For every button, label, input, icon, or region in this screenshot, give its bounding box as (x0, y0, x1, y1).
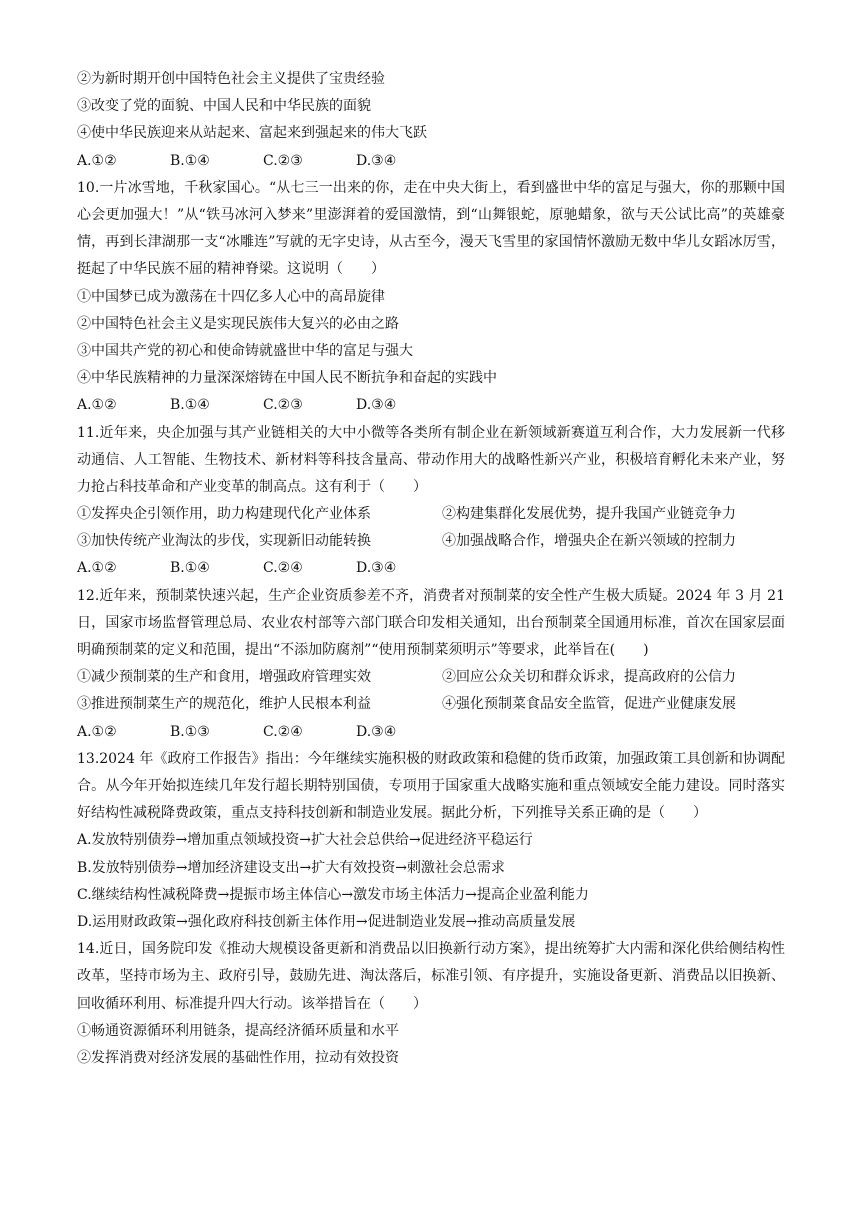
q14-option-1: ①畅通资源循环利用链条，提高经济循环质量和水平 (77, 1022, 399, 1039)
q11-answer-d[interactable]: D.③④ (356, 560, 397, 577)
q11-answer-b[interactable]: B.①④ (170, 560, 210, 577)
q10-stem: 10.一片冰雪地，千秋家国心。“从七三一出来的你，走在中央大街上，看到盛世中华的富足与强大，你的那颗中国心会更加强大！”从“铁马冰河入梦来”里澎湃着的爱国激情，到“山舞银蛇，原驰蜡象，欲与天公试比高”的英雄豪情，再到长津湖那一支“冰雕连”写就的无字史诗，从古至今，漫天飞雪里的家国情怀激励无数中华儿女蹈冰厉雪，挺起了中华民族不屈的精神脊梁。这说明（ ） (77, 179, 785, 278)
q13-option-a[interactable]: A.发放特别债券→增加重点领域投资→扩大社会总供给→促进经济平稳运行 (77, 832, 533, 849)
q12-options-row-2 (77, 691, 785, 718)
q10-option-1: ①中国梦已成为激荡在十四亿多人心中的高昂旋律 (77, 288, 385, 305)
q9-option-3: ③改变了党的面貌、中国人民和中华民族的面貌 (77, 98, 371, 115)
q11-option-1: ①发挥央企引领作用，助力构建现代化产业体系 (77, 506, 371, 523)
q12-answer-a[interactable]: A.①② (77, 723, 117, 740)
q10-answer-d[interactable]: D.③④ (356, 397, 397, 414)
q10-answer-b[interactable]: B.①④ (170, 397, 210, 414)
q12-option-1: ①减少预制菜的生产和食用，增强政府管理实效 (77, 669, 371, 686)
q9-option-2: ②为新时期开创中国特色社会主义提供了宝贵经验 (77, 71, 385, 87)
q11-option-4: ④加强战略合作，增强央企在新兴领域的控制力 (442, 533, 736, 550)
q12-answer-d[interactable]: D.③④ (356, 723, 397, 740)
q12-option-3: ③推进预制菜生产的规范化，维护人民根本利益 (77, 696, 371, 713)
q11-option-2: ②构建集群化发展优势，提升我国产业链竞争力 (442, 506, 736, 523)
q10-option-2: ②中国特色社会主义是实现民族伟大复兴的必由之路 (77, 315, 399, 332)
exam-page (77, 66, 785, 1072)
q13-option-b[interactable]: B.发放特别债券→增加经济建设支出→扩大有效投资→刺激社会总需求 (77, 859, 505, 876)
q10-answer-c[interactable]: C.②③ (263, 397, 303, 414)
q12-options-row-1 (77, 664, 785, 691)
q10-option-3: ③中国共产党的初心和使命铸就盛世中华的富足与强大 (77, 342, 413, 359)
q9-answer-c[interactable]: C.②③ (263, 152, 303, 169)
q14-option-2: ②发挥消费对经济发展的基础性作用，拉动有效投资 (77, 1050, 399, 1066)
q9-answer-a[interactable]: A.①② (77, 152, 117, 169)
q13-option-c[interactable]: C.继续结构性减税降费→提振市场主体信心→激发市场主体活力→提高企业盈利能力 (77, 886, 589, 903)
q12-answer-b[interactable]: B.①③ (170, 723, 210, 740)
q13-option-d[interactable]: D.运用财政政策→强化政府科技创新主体作用→促进制造业发展→推动高质量发展 (77, 914, 576, 931)
q14-stem: 14.近日，国务院印发《推动大规模设备更新和消费品以旧换新行动方案》，提出统筹扩大内需和深化供给侧结构性改革，坚持市场为主、政府引导，鼓励先进、淘汰落后，标准引领、有序提升，实施设备更新、消费品以旧换新、回收循环利用、标准提升四大行动。该举措旨在（ ） (77, 941, 785, 1012)
q9-answer-b[interactable]: B.①④ (170, 152, 210, 169)
q11-option-3: ③加快传统产业淘汰的步伐，实现新旧动能转换 (77, 533, 371, 550)
q9-answer-choices (77, 148, 785, 175)
q11-answer-c[interactable]: C.②④ (263, 560, 303, 577)
q12-stem: 12.近年来，预制菜快速兴起，生产企业资质参差不齐，消费者对预制菜的安全性产生极大质疑。2024 年 3 月 21 日，国家市场监督管理总局、农业农村部等六部门联合印发相关通知，出台预制菜全国通用标准，首次在国家层面明确预制菜的定义和范围，提出“不添加防腐剂”“使用预制菜须明示”等要求，此举旨在( ) (77, 587, 785, 659)
q12-answer-choices (77, 719, 785, 746)
q11-answer-a[interactable]: A.①② (77, 560, 117, 577)
q12-answer-c[interactable]: C.②④ (263, 723, 303, 740)
q12-option-2: ②回应公众关切和群众诉求，提高政府的公信力 (442, 669, 736, 686)
q11-stem: 11.近年来，央企加强与其产业链相关的大中小微等各类所有制企业在新领域新赛道互利合作，大力发展新一代移动通信、人工智能、生物技术、新材料等科技含量高、带动作用大的战略性新兴产业，积极培育孵化未来产业，努力抢占科技革命和产业变革的制高点。这有利于（ ） (77, 424, 785, 495)
q9-answer-d[interactable]: D.③④ (356, 152, 397, 169)
q10-answer-choices (77, 392, 785, 419)
q11-options-row-2 (77, 528, 785, 555)
q10-option-4: ④中华民族精神的力量深深熔铸在中国人民不断抗争和奋起的实践中 (77, 370, 497, 387)
q10-answer-a[interactable]: A.①② (77, 397, 117, 414)
q12-option-4: ④强化预制菜食品安全监管，促进产业健康发展 (442, 696, 736, 713)
q11-options-row-1 (77, 501, 785, 528)
q9-option-4: ④使中华民族迎来从站起来、富起来到强起来的伟大飞跃 (77, 125, 427, 142)
q13-stem: 13.2024 年《政府工作报告》指出：今年继续实施积极的财政政策和稳健的货币政策，加强政策工具创新和协调配合。从今年开始拟连续几年发行超长期特别国债，专项用于国家重大战略实施和重点领域安全能力建设。同时落实好结构性减税降费政策，重点支持科技创新和制造业发展。据此分析，下列推导关系正确的是（ ） (77, 750, 785, 822)
q11-answer-choices (77, 555, 785, 582)
